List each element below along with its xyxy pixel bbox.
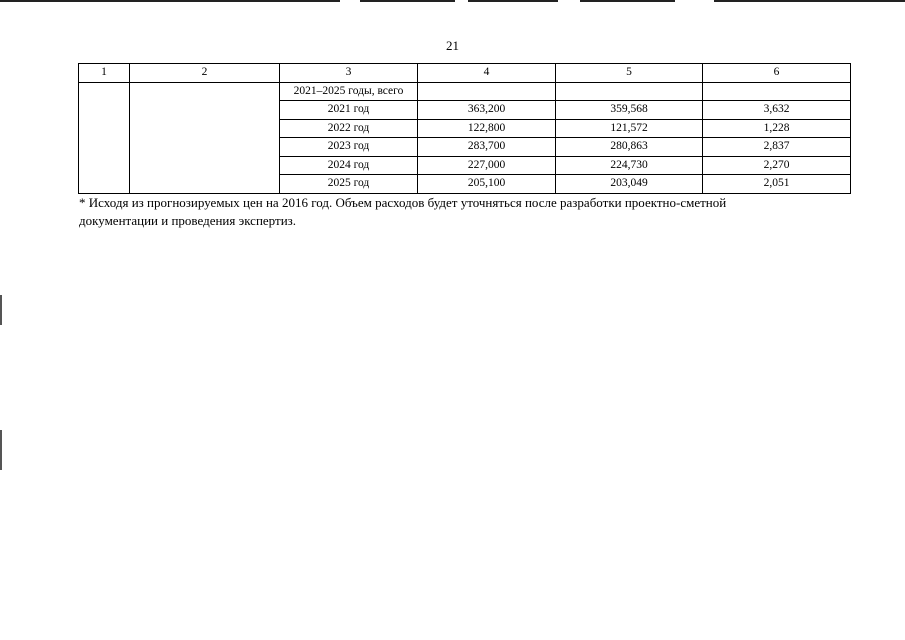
period-label: 2021–2025 годы, всего xyxy=(280,82,418,101)
table-cell: 2,837 xyxy=(703,138,851,157)
column-number-cell: 2 xyxy=(130,64,280,83)
merged-empty-cell xyxy=(79,82,130,193)
table-cell: 1,228 xyxy=(703,119,851,138)
footnote-line: * Исходя из прогнозируемых цен на 2016 год. Объем расходов будет уточняться после разработки проектно-сметной xyxy=(79,195,727,210)
table-cell: 224,730 xyxy=(556,156,703,175)
table-cell: 2,270 xyxy=(703,156,851,175)
table-cell: 227,000 xyxy=(418,156,556,175)
table-cell: 3,632 xyxy=(703,101,851,120)
scan-edge-rule xyxy=(360,0,455,2)
column-number-row xyxy=(79,64,851,83)
year-label: 2023 год xyxy=(280,138,418,157)
scan-edge-rule xyxy=(714,0,905,2)
table-cell: 2,051 xyxy=(703,175,851,194)
year-label: 2025 год xyxy=(280,175,418,194)
footnote xyxy=(79,194,854,230)
table-cell xyxy=(556,82,703,101)
table-cell: 359,568 xyxy=(556,101,703,120)
table-cell: 283,700 xyxy=(418,138,556,157)
table-cell: 121,572 xyxy=(556,119,703,138)
table-cell: 280,863 xyxy=(556,138,703,157)
table-cell xyxy=(418,82,556,101)
table-cell xyxy=(703,82,851,101)
merged-empty-cell xyxy=(130,82,280,193)
year-label: 2024 год xyxy=(280,156,418,175)
expenses-table xyxy=(78,63,851,194)
table-cell: 122,800 xyxy=(418,119,556,138)
column-number-cell: 1 xyxy=(79,64,130,83)
year-label: 2022 год xyxy=(280,119,418,138)
footnote-line: документации и проведения экспертиз. xyxy=(79,213,297,228)
column-number-cell: 5 xyxy=(556,64,703,83)
scan-edge-mark xyxy=(0,295,2,325)
scan-edge-mark xyxy=(0,430,2,470)
page-number: 21 xyxy=(446,38,459,53)
column-number-cell: 3 xyxy=(280,64,418,83)
scan-edge-rule xyxy=(0,0,340,2)
table-cell: 203,049 xyxy=(556,175,703,194)
year-label: 2021 год xyxy=(280,101,418,120)
table-cell: 363,200 xyxy=(418,101,556,120)
table-cell: 205,100 xyxy=(418,175,556,194)
total-row xyxy=(79,82,851,101)
scan-edge-rule xyxy=(580,0,675,2)
column-number-cell: 6 xyxy=(703,64,851,83)
scan-edge-rule xyxy=(468,0,558,2)
column-number-cell: 4 xyxy=(418,64,556,83)
